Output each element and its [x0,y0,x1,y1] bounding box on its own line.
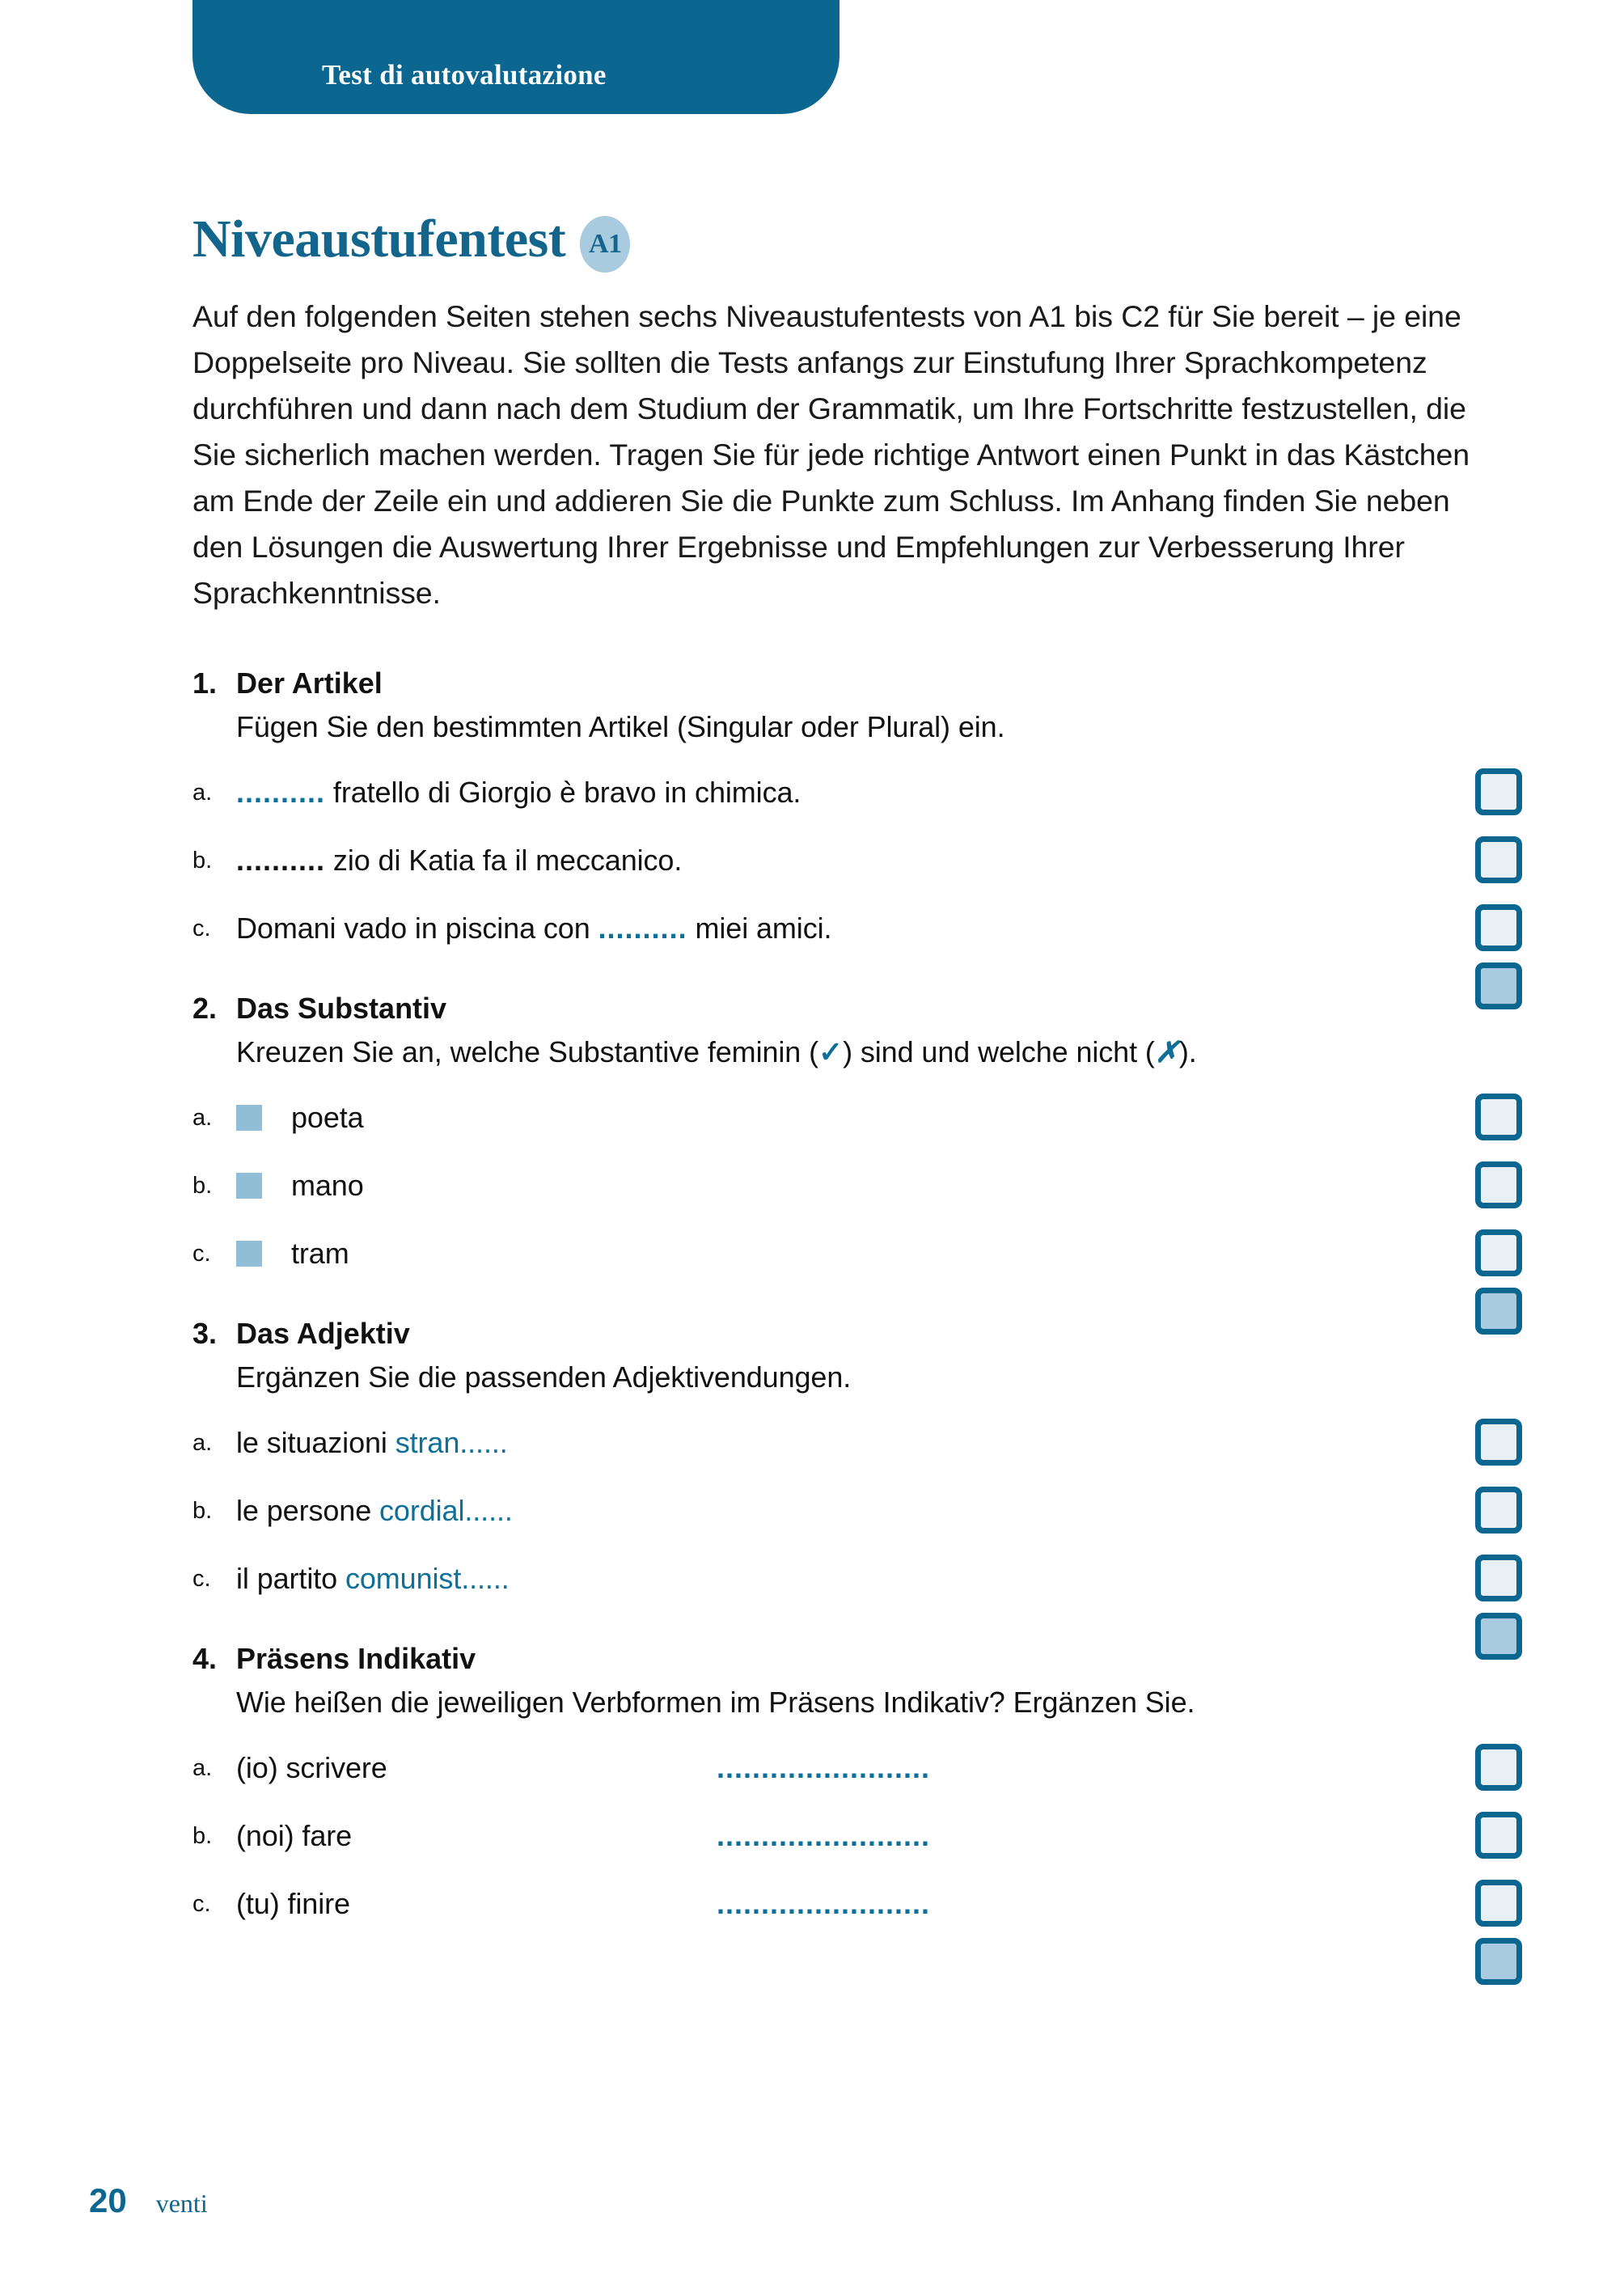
item-letter: b. [192,847,213,874]
exercise-3-items [192,1409,1535,1613]
score-box[interactable] [1475,836,1522,883]
exercise-3-number: 3. [192,1317,218,1350]
item-letter: b. [192,1822,213,1849]
adjective-stem-blank[interactable]: stran...... [395,1426,508,1459]
exercise-3 [192,1312,1535,1613]
score-total-box[interactable] [1475,962,1522,1009]
choice-square[interactable] [236,1173,262,1199]
item-letter: c. [192,1890,211,1917]
item-sentence-before: il partito [236,1562,345,1595]
score-box[interactable] [1475,1880,1522,1927]
answer-blank-line[interactable]: ........................ [717,1819,931,1852]
answer-blank-line[interactable]: ........................ [717,1887,931,1920]
item-row [192,1802,1535,1870]
item-text: (io) scrivere [236,1751,387,1784]
item-row [192,1084,1535,1152]
instruction-part-1: Kreuzen Sie an, welche Substantive feminin ( [236,1035,818,1068]
item-text: (noi) fare [236,1819,353,1852]
page-content [192,206,1535,1949]
item-letter: b. [192,1497,213,1524]
intro-paragraph: Auf den folgenden Seiten stehen sechs Niveaustufentests von A1 bis C2 für Sie bereit – je eine Doppelseite pro Niveau. Sie sollten die Tests anfangs zur Einstufung Ihrer Sprachkompetenz durchführen und dann nach dem Studium der Grammatik, um Ihre Fortschritte festzustellen, die Sie sicherlich machen werden. Tragen Sie für jede richtige Antwort einen Punkt in das Kästchen am Ende der Zeile ein und addieren Sie die Punkte zum Schluss. Im Anhang finden Sie neben den Lösungen die Auswertung Ihrer Ergebnisse und Empfehlungen zur Verbesserung Ihrer Sprachkenntnisse. [192,299,1470,610]
item-row [192,1545,1535,1613]
item-sentence-before: le situazioni [236,1426,395,1459]
item-row [192,827,1535,895]
banner-title: Test di autovalutazione [322,59,607,91]
score-box[interactable] [1475,768,1522,815]
item-sentence-before: le persone [236,1494,380,1527]
exercise-3-instruction: Ergänzen Sie die passenden Adjektivendungen. [236,1360,852,1394]
exercise-1-number: 1. [192,666,218,700]
item-row [192,1152,1535,1220]
exercise-1-instruction: Fügen Sie den bestimmten Artikel (Singular oder Plural) ein. [236,710,1005,743]
exercise-4-items [192,1734,1535,1938]
item-letter: a. [192,779,213,806]
item-letter: a. [192,1104,213,1131]
adjective-stem-blank[interactable]: comunist...... [345,1562,510,1595]
item-text [236,776,801,810]
blank-dots[interactable]: .......... [236,844,326,877]
score-box[interactable] [1475,1555,1522,1601]
item-text [236,912,831,946]
item-text [236,1562,510,1596]
header-banner [192,0,839,114]
exercise-4-heading [192,1637,1535,1724]
item-row [192,1220,1535,1288]
answer-blank-line[interactable]: ........................ [717,1751,931,1784]
item-letter: b. [192,1172,213,1199]
score-box[interactable] [1475,1487,1522,1534]
adjective-stem-blank[interactable]: cordial...... [379,1494,513,1527]
score-box[interactable] [1475,1229,1522,1276]
score-total-box[interactable] [1475,1938,1522,1985]
instruction-part-3: ). [1178,1035,1197,1068]
choice-square[interactable] [236,1105,262,1131]
page-title [192,206,1535,273]
page-title-text: Niveaustufentest [192,209,566,269]
item-text: tram [291,1237,349,1270]
exercise-1 [192,662,1535,962]
check-icon: ✓ [818,1035,844,1068]
score-box[interactable] [1475,1161,1522,1208]
item-text [236,1426,508,1460]
exercise-2-heading [192,987,1535,1074]
item-sentence: zio di Katia fa il meccanico. [325,844,683,877]
page-number: 20 [89,2181,127,2219]
item-text [236,844,682,878]
exercise-1-items [192,759,1535,962]
exercise-4-instruction: Wie heißen die jeweiligen Verbformen im Präsens Indikativ? Ergänzen Sie. [236,1686,1195,1719]
item-letter: c. [192,1565,211,1592]
item-row [192,1409,1535,1477]
exercise-2-items [192,1084,1535,1288]
exercise-3-heading [192,1312,1535,1399]
score-box[interactable] [1475,904,1522,951]
level-badge [580,216,630,273]
score-total-box[interactable] [1475,1613,1522,1660]
item-letter: c. [192,915,211,941]
item-row [192,759,1535,827]
item-sentence-before: Domani vado in piscina con [236,912,598,945]
level-badge-label: A1 [589,229,622,259]
item-sentence-after: miei amici. [687,912,832,945]
item-letter: c. [192,1240,211,1267]
exercise-2-instruction [236,1030,1535,1074]
blank-dots[interactable]: .......... [236,776,326,809]
page-number-word: venti [155,2189,208,2218]
exercise-3-title: Das Adjektiv [236,1317,410,1350]
exercise-4-number: 4. [192,1642,218,1675]
exercise-1-title: Der Artikel [236,666,383,700]
score-box[interactable] [1475,1744,1522,1791]
item-letter: a. [192,1429,213,1456]
cross-icon: ✗ [1154,1035,1179,1068]
item-text: poeta [291,1101,364,1134]
item-text: (tu) finire [236,1887,350,1920]
choice-square[interactable] [236,1241,262,1267]
item-row [192,1477,1535,1545]
exercise-2 [192,987,1535,1288]
score-box[interactable] [1475,1812,1522,1859]
score-box[interactable] [1475,1094,1522,1140]
item-row [192,1734,1535,1802]
item-row [192,1870,1535,1938]
exercise-1-heading [192,662,1535,749]
page-footer [89,2181,208,2220]
item-text [236,1494,513,1528]
item-letter: a. [192,1754,213,1781]
item-row [192,895,1535,962]
exercise-2-title: Das Substantiv [236,992,447,1025]
blank-dots[interactable]: .......... [598,912,687,945]
exercise-4-title: Präsens Indikativ [236,1642,476,1675]
instruction-part-2: ) sind und welche nicht ( [843,1035,1155,1068]
score-box[interactable] [1475,1419,1522,1466]
score-total-box[interactable] [1475,1288,1522,1335]
exercise-4 [192,1637,1535,1938]
exercise-2-number: 2. [192,992,218,1025]
item-text: mano [291,1169,364,1202]
item-sentence: fratello di Giorgio è bravo in chimica. [325,776,801,809]
